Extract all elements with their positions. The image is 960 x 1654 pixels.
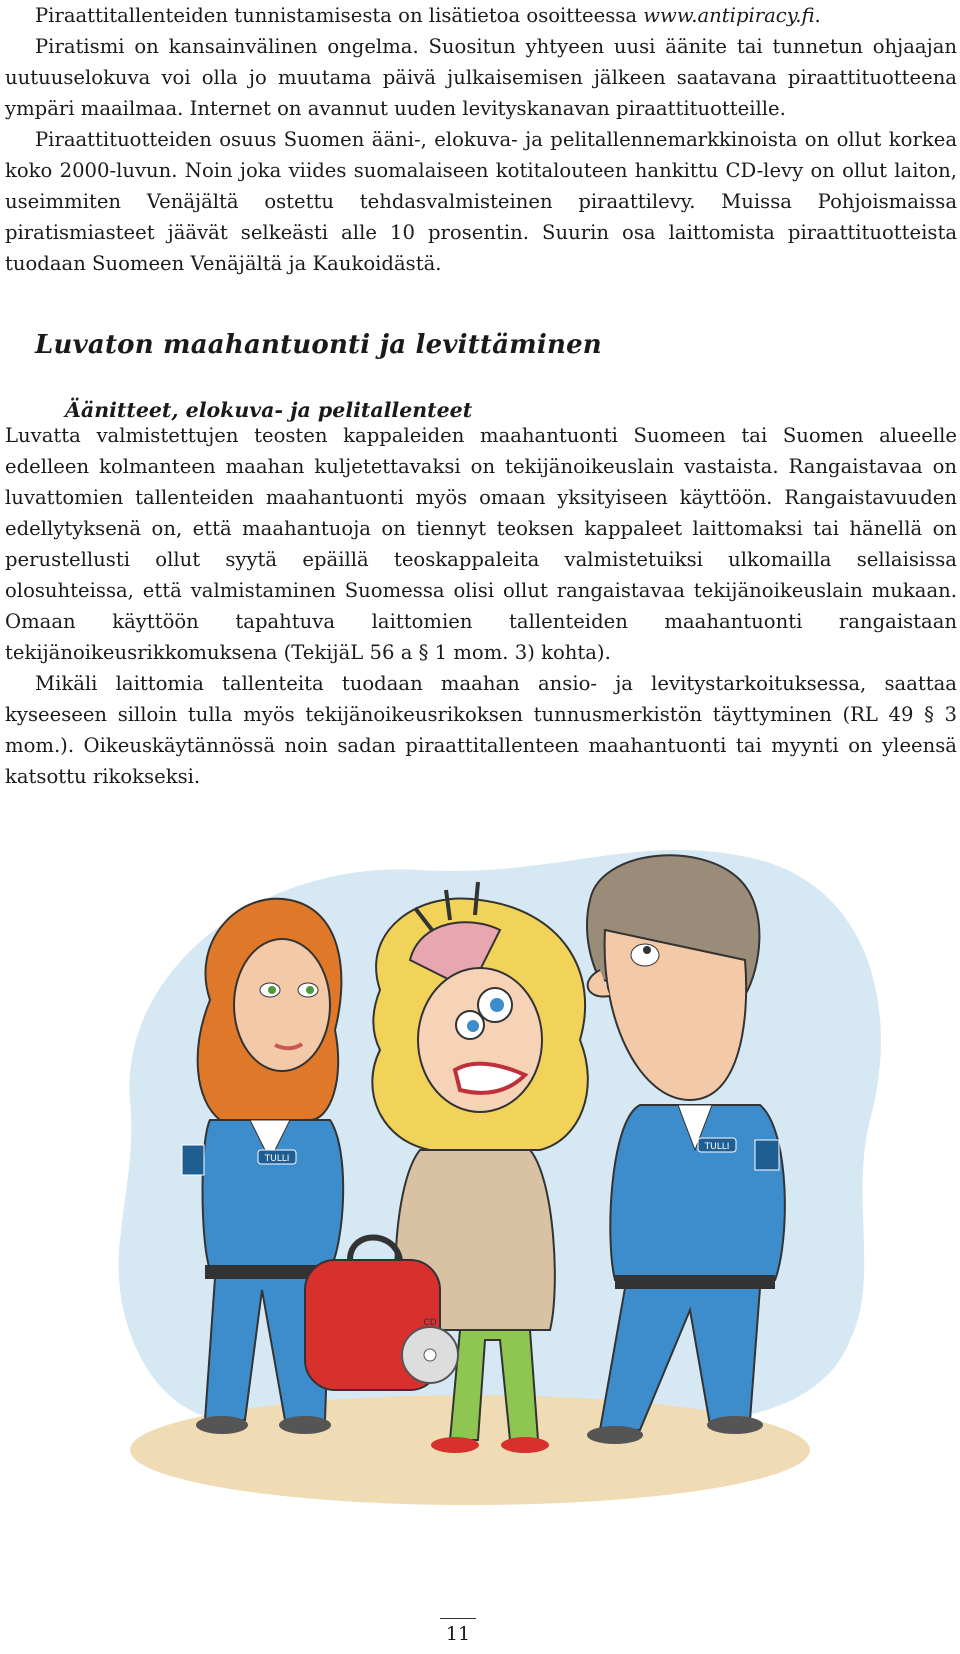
antipiracy-link[interactable]: www.antipiracy.fi: [643, 4, 815, 27]
paragraph-antipiracy-text: Piraattitallenteiden tunnistamisesta on lisätietoa osoitteessa: [35, 4, 644, 27]
cd-label: CD: [423, 1318, 437, 1328]
subsection-heading: Äänitteet, elokuva- ja pelitallenteet: [65, 398, 473, 422]
badge-left: TULLI: [264, 1154, 290, 1164]
paragraph-osuus: Piraattituotteiden osuus Suomen ääni-, elokuva- ja pelitallennemarkkinoista on ollut korkea koko 2000-luvun. Noin joka viides suomalaiseen kotitalouteen hankittu CD-levy on ollut laiton, useimmiten Venäjältä ostettu tehdasvalmisteinen piraattilevy. Muissa Pohjoismaissa piratismiasteet jäävät selkeästi alle 10 prosentin. Suurin osa laittomista piraattituotteista tuodaan Suomeen Venäjältä ja Kaukoidästä.: [5, 128, 957, 275]
text-block-bottom: [5, 420, 957, 792]
text-block-top: [5, 0, 957, 279]
page-number: 11: [440, 1618, 476, 1646]
section-heading: Luvaton maahantuonti ja levittäminen: [35, 330, 602, 360]
badge-right: TULLI: [704, 1142, 730, 1152]
customs-illustration: [0, 820, 960, 1520]
paragraph-antipiracy: [5, 0, 957, 31]
paragraph-rikos: Mikäli laittomia tallenteita tuodaan maahan ansio- ja levitystarkoituksessa, saattaa kyseeseen silloin tulla myös tekijänoikeusrikoksen tunnusmerkistön täyttyminen (RL 49 § 3 mom.). Oikeuskäytännössä noin sadan piraattitallenteen maahantuonti tai myynti on yleensä katsottu rikokseksi.: [5, 672, 957, 788]
paragraph-antipiracy-end: .: [814, 4, 821, 27]
paragraph-piratismi: Piratismi on kansainvälinen ongelma. Suositun yhtyeen uusi äänite tai tunnetun ohjaajan uutuuselokuva voi olla jo muutama päivä julkaisemisen jälkeen saatavana piraattituotteena ympäri maailmaa. Internet on avannut uuden levityskanavan piraattituotteille.: [5, 35, 957, 120]
paragraph-maahantuonti: Luvatta valmistettujen teosten kappaleiden maahantuonti Suomeen tai Suomen alueelle edelleen kolmanteen maahan kuljetettavaksi on tekijänoikeuslain vastaista. Rangaistavaa on luvattomien tallenteiden maahantuonti myös omaan yksityiseen käyttöön. Rangaistavuuden edellytyksenä on, että maahantuoja on tiennyt teoksen kappaleet laittomaksi tai hänellä on perustellusti ollut syytä epäillä teoskappaleita valmistetuiksi ulkomailla sellaisissa olosuhteissa, että valmistaminen Suomessa olisi ollut rangaistavaa tekijänoikeuslain mukaan. Omaan käyttöön tapahtuva laittomien tallenteiden maahantuonti rangaistaan tekijänoikeusrikkomuksena (TekijäL 56 a § 1 mom. 3) kohta).: [5, 424, 957, 664]
